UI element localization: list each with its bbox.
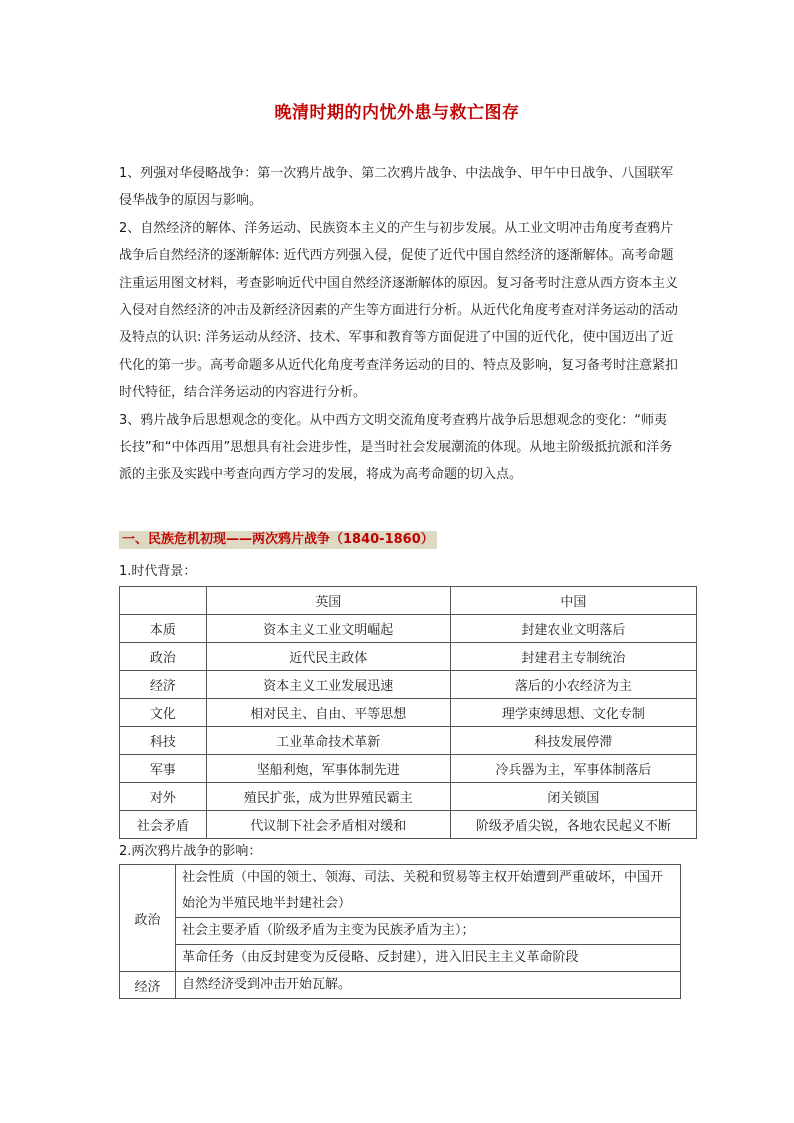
politics-impact-task: 革命任务（由反封建变为反侵略、反封建），进入旧民主主义革命阶段 — [176, 945, 681, 972]
britain-cell: 坚船利炮，军事体制先进 — [206, 755, 450, 783]
table-row — [120, 643, 697, 671]
header-cell-china: 中国 — [450, 587, 696, 615]
table-row — [120, 615, 697, 643]
row-label: 经济 — [120, 671, 207, 699]
subheading-background: 1.时代背景： — [119, 564, 197, 579]
china-cell: 封建君主专制统治 — [450, 643, 696, 671]
row-label: 对外 — [120, 783, 207, 811]
table-row — [120, 699, 697, 727]
impact-table — [119, 864, 681, 999]
comparison-table — [119, 586, 697, 839]
table-row — [120, 783, 697, 811]
intro-paragraph-3: 3、鸦片战争后思想观念的变化。从中西方文明交流角度考查鸦片战争后思想观念的变化：“师夷长技”和“中体西用”思想具有社会进步性，是当时社会发展潮流的体现。从地主阶级抵抗派和洋务派的主张及实践中考查向西方学习的发展，将成为高考命题的切入点。 — [119, 412, 673, 483]
china-cell: 科技发展停滞 — [450, 727, 696, 755]
britain-cell: 代议制下社会矛盾相对缓和 — [206, 811, 450, 839]
row-label: 政治 — [120, 643, 207, 671]
britain-cell: 殖民扩张，成为世界殖民霸主 — [206, 783, 450, 811]
politics-impact-nature: 社会性质（中国的领土、领海、司法、关税和贸易等主权开始遭到严重破坏，中国开始沦为半殖民地半封建社会） — [176, 865, 681, 918]
table-row — [120, 811, 697, 839]
intro-section — [119, 160, 679, 489]
table-row — [120, 671, 697, 699]
header-cell-empty — [120, 587, 207, 615]
document-title: 晚清时期的内忧外患与救亡图存 — [274, 103, 520, 123]
row-label: 科技 — [120, 727, 207, 755]
row-label: 社会矛盾 — [120, 811, 207, 839]
britain-cell: 工业革命技术革新 — [206, 727, 450, 755]
section-heading-1: 一、民族危机初现——两次鸦片战争（1840-1860） — [119, 531, 437, 549]
china-cell: 阶级矛盾尖锐，各地农民起义不断 — [450, 811, 696, 839]
subheading-impact: 2.两次鸦片战争的影响： — [119, 844, 262, 859]
intro-paragraph-1: 1、列强对华侵略战争：第一次鸦片战争、第二次鸦片战争、中法战争、甲午中日战争、八国联军侵华战争的原因与影响。 — [119, 166, 674, 209]
britain-cell: 资本主义工业发展迅速 — [206, 671, 450, 699]
table-row — [120, 727, 697, 755]
politics-impact-contradiction: 社会主要矛盾（阶级矛盾为主变为民族矛盾为主）； — [176, 918, 681, 945]
china-cell: 落后的小农经济为主 — [450, 671, 696, 699]
economy-label: 经济 — [120, 972, 176, 999]
britain-cell: 相对民主、自由、平等思想 — [206, 699, 450, 727]
britain-cell: 资本主义工业文明崛起 — [206, 615, 450, 643]
china-cell: 冷兵器为主，军事体制落后 — [450, 755, 696, 783]
china-cell: 理学束缚思想、文化专制 — [450, 699, 696, 727]
impact-row — [120, 918, 681, 945]
intro-paragraph-2: 2、自然经济的解体、洋务运动、民族资本主义的产生与初步发展。从工业文明冲击角度考查鸦片战争后自然经济的逐渐解体: 近代西方列强入侵，促使了近代中国自然经济的逐渐解体。高考命题注重运用图文材料，考查影响近代中国自然经济逐渐解体的原因。复习备考时注意从西方资本主义入侵对自然经济的冲击及新经济因素的产生等方面进行分析。从近代化角度考查对洋务运动的活动及特点的认识: 洋务运动从经济、技术、军事和教育等方面促进了中国的近代化，使中国迈出了近代化的第一步。高考命题多从近代化角度考查洋务运动的目的、特点及影响，复习备考时注意紧扣时代特征，结合洋务运动的内容进行分析。 — [119, 220, 679, 401]
economy-impact: 自然经济受到冲击开始瓦解。 — [176, 972, 681, 999]
row-label: 本质 — [120, 615, 207, 643]
impact-row — [120, 865, 681, 918]
china-cell: 封建农业文明落后 — [450, 615, 696, 643]
row-label: 军事 — [120, 755, 207, 783]
header-cell-britain: 英国 — [206, 587, 450, 615]
table-row — [120, 755, 697, 783]
impact-row — [120, 972, 681, 999]
britain-cell: 近代民主政体 — [206, 643, 450, 671]
politics-label: 政治 — [120, 865, 176, 972]
impact-row — [120, 945, 681, 972]
china-cell: 闭关锁国 — [450, 783, 696, 811]
row-label: 文化 — [120, 699, 207, 727]
table-header-row — [120, 587, 697, 615]
